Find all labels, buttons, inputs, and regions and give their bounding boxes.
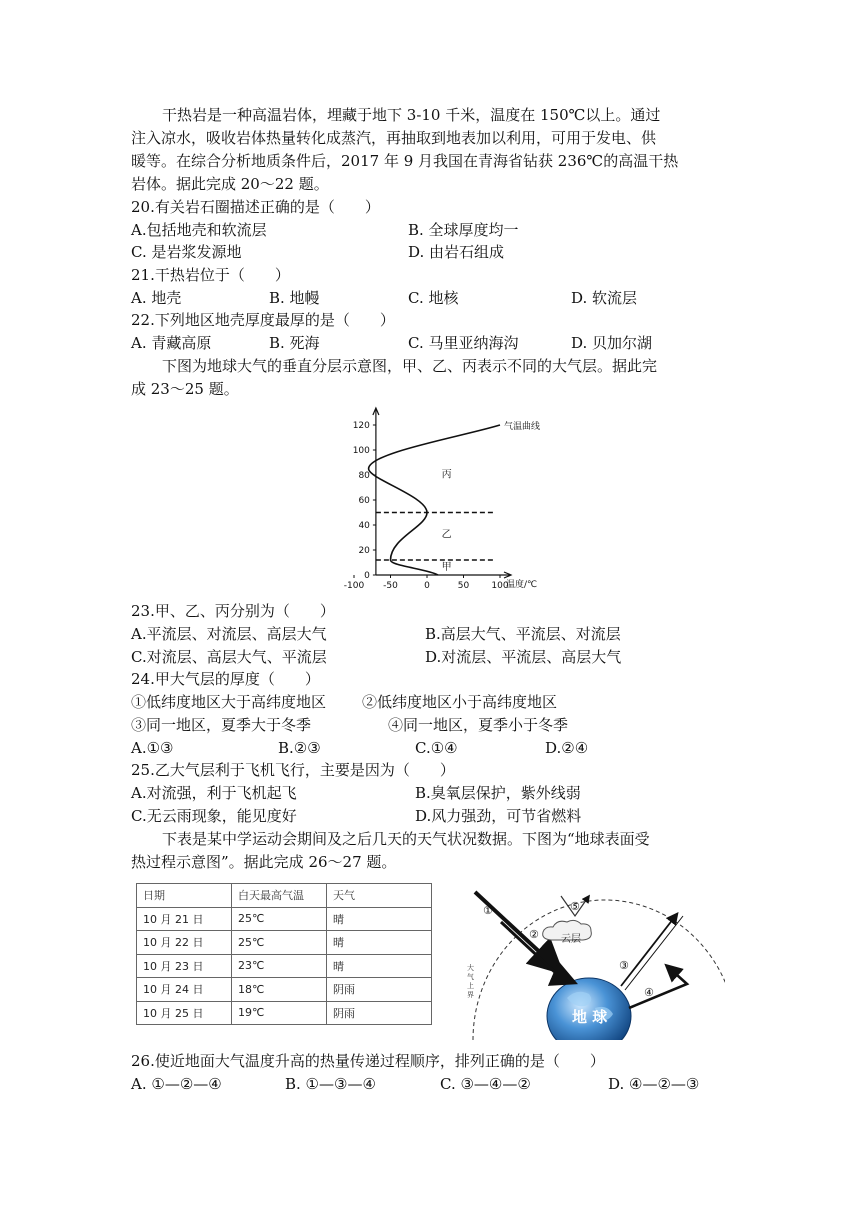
boundary-label-char: 界: [467, 991, 474, 999]
label-3: ③: [619, 959, 629, 972]
layer-label-jia: 甲: [441, 562, 452, 573]
passage1-line4: 岩体。据此完成 20～22 题。: [131, 175, 329, 193]
q25-option-d: D.风力强劲，可节省燃料: [415, 807, 582, 825]
table-cell-date: 10 月 22 日: [137, 931, 232, 955]
q26-option-a: A. ①—②—④: [131, 1075, 222, 1093]
q21-option-c: C. 地核: [408, 289, 459, 307]
y-tick-label: 40: [358, 521, 370, 531]
q22-option-d: D. 贝加尔湖: [571, 334, 653, 352]
q24-statement-2: ②低纬度地区小于高纬度地区: [362, 693, 558, 711]
table-header-row: [137, 884, 432, 908]
table-cell-date: 10 月 24 日: [137, 978, 232, 1002]
q21-option-d: D. 软流层: [571, 289, 638, 307]
table-row: [137, 978, 432, 1002]
boundary-label-char: 上: [467, 982, 474, 990]
table-row: [137, 1001, 432, 1025]
q23-option-a: A.平流层、对流层、高层大气: [131, 625, 327, 643]
temperature-curve: [369, 425, 500, 575]
boundary-label-char: 气: [467, 973, 474, 981]
table-cell-weather: 晴: [327, 954, 432, 978]
q22-option-b: B. 死海: [269, 334, 320, 352]
q20-option-d: D. 由岩石组成: [408, 243, 505, 261]
label-4: ④: [644, 986, 654, 999]
arrow-4-counter-radiation: [629, 966, 687, 1008]
q25-option-b: B.臭氧层保护，紫外线弱: [415, 784, 581, 802]
y-tick-label: 20: [358, 546, 370, 556]
x-tick-label: -100: [343, 581, 365, 591]
passage2-line1: 下图为地球大气的垂直分层示意图，甲、乙、丙表示不同的大气层。据此完: [162, 357, 658, 375]
layer-label-bing: 丙: [441, 469, 452, 481]
chart-axes: [373, 408, 511, 578]
table-row: [137, 907, 432, 931]
q26-option-c: C. ③—④—②: [440, 1075, 531, 1093]
table-cell-weather: 阴雨: [327, 1001, 432, 1025]
q26-stem: 26.使近地面大气温度升高的热量传递过程顺序，排列正确的是（ ）: [131, 1052, 605, 1070]
label-1: ①: [483, 904, 493, 917]
q24-stem: 24.甲大气层的厚度（ ）: [131, 670, 320, 688]
layer-label-yi: 乙: [441, 529, 452, 541]
table-cell-weather: 阴雨: [327, 978, 432, 1002]
q21-option-b: B. 地幔: [269, 289, 320, 307]
passage3-line1: 下表是某中学运动会期间及之后几天的天气状况数据。下图为“地球表面受: [162, 830, 650, 848]
q24-statement-1: ①低纬度地区大于高纬度地区: [131, 693, 327, 711]
q22-option-c: C. 马里亚纳海沟: [408, 334, 519, 352]
y-tick-label: 120: [352, 421, 370, 431]
table-cell-temp: 25℃: [232, 931, 327, 955]
x-tick-label: 50: [457, 581, 470, 591]
table-row: [137, 954, 432, 978]
x-tick-label: -50: [383, 581, 398, 591]
q21-stem: 21.干热岩位于（ ）: [131, 266, 290, 284]
label-2: ②: [529, 928, 539, 941]
q24-option-c: C.①④: [415, 739, 458, 757]
q20-option-c: C. 是岩浆发源地: [131, 243, 242, 261]
q24-option-b: B.②③: [278, 739, 321, 757]
atmosphere-layer-chart: [310, 403, 560, 593]
earth-heating-diagram: [455, 880, 725, 1040]
q22-option-a: A. 青藏高原: [131, 334, 212, 352]
table-cell-temp: 23℃: [232, 954, 327, 978]
y-tick-label: 80: [358, 471, 370, 481]
layer-boundaries: [376, 513, 494, 561]
label-5: ⑤: [570, 900, 580, 913]
table-cell-weather: 晴: [327, 907, 432, 931]
q25-stem: 25.乙大气层利于飞机飞行，主要是因为（ ）: [131, 761, 455, 779]
q22-stem: 22.下列地区地壳厚度最厚的是（ ）: [131, 311, 395, 329]
table-cell-date: 10 月 21 日: [137, 907, 232, 931]
boundary-label-char: 大: [467, 964, 474, 972]
q24-statement-3: ③同一地区，夏季大于冬季: [131, 716, 312, 734]
table-cell-weather: 晴: [327, 931, 432, 955]
q20-stem: 20.有关岩石圈描述正确的是（ ）: [131, 198, 380, 216]
q23-option-c: C.对流层、高层大气、平流层: [131, 648, 327, 666]
table-cell-date: 10 月 25 日: [137, 1001, 232, 1025]
y-tick-label: 60: [358, 496, 370, 506]
table-header-date: 日期: [137, 884, 232, 908]
y-tick-label: 0: [364, 571, 370, 581]
passage2-line2: 成 23～25 题。: [131, 380, 239, 398]
table-cell-temp: 25℃: [232, 907, 327, 931]
passage1-line3: 暖等。在综合分析地质条件后，2017 年 9 月我国在青海省钻获 236℃的高温干热: [131, 152, 679, 170]
q20-option-b: B. 全球厚度均一: [408, 221, 519, 239]
arrow-3-ground-radiation: [621, 914, 677, 986]
x-axis-label: 温度/℃: [506, 580, 538, 590]
q24-option-d: D.②④: [545, 739, 589, 757]
earth-label: 地 球: [572, 1008, 608, 1026]
q25-option-a: A.对流强，利于飞机起飞: [131, 784, 297, 802]
y-tick-label: 100: [352, 446, 370, 456]
q20-option-a: A.包括地壳和软流层: [131, 221, 267, 239]
passage3-line2: 热过程示意图”。据此完成 26～27 题。: [131, 853, 397, 871]
x-tick-label: 0: [424, 581, 430, 591]
weather-table: [136, 883, 432, 1025]
q24-statement-4: ④同一地区，夏季小于冬季: [388, 716, 569, 734]
table-cell-date: 10 月 23 日: [137, 954, 232, 978]
table-cell-temp: 19℃: [232, 1001, 327, 1025]
table-header-weather: 天气: [327, 884, 432, 908]
q21-option-a: A. 地壳: [131, 289, 182, 307]
x-tick-label: 100: [491, 581, 509, 591]
q23-stem: 23.甲、乙、丙分别为（ ）: [131, 602, 335, 620]
y-axis-ticks: [353, 421, 376, 581]
curve-label: 气温曲线: [504, 422, 541, 432]
q24-option-a: A.①③: [131, 739, 174, 757]
table-row: [137, 931, 432, 955]
q23-option-b: B.高层大气、平流层、对流层: [425, 625, 621, 643]
passage1-line1: 干热岩是一种高温岩体，埋藏于地下 3-10 千米，温度在 150℃以上。通过: [162, 106, 661, 124]
passage1-line2: 注入凉水，吸收岩体热量转化成蒸汽，再抽取到地表加以利用，可用于发电、供: [131, 129, 657, 147]
q26-option-b: B. ①—③—④: [285, 1075, 376, 1093]
q25-option-c: C.无云雨现象，能见度好: [131, 807, 297, 825]
q23-option-d: D.对流层、平流层、高层大气: [425, 648, 622, 666]
table-header-temp: 白天最高气温: [232, 884, 327, 908]
q26-option-d: D. ④—②—③: [608, 1075, 700, 1093]
cloud-label: 云层: [561, 934, 581, 945]
table-cell-temp: 18℃: [232, 978, 327, 1002]
